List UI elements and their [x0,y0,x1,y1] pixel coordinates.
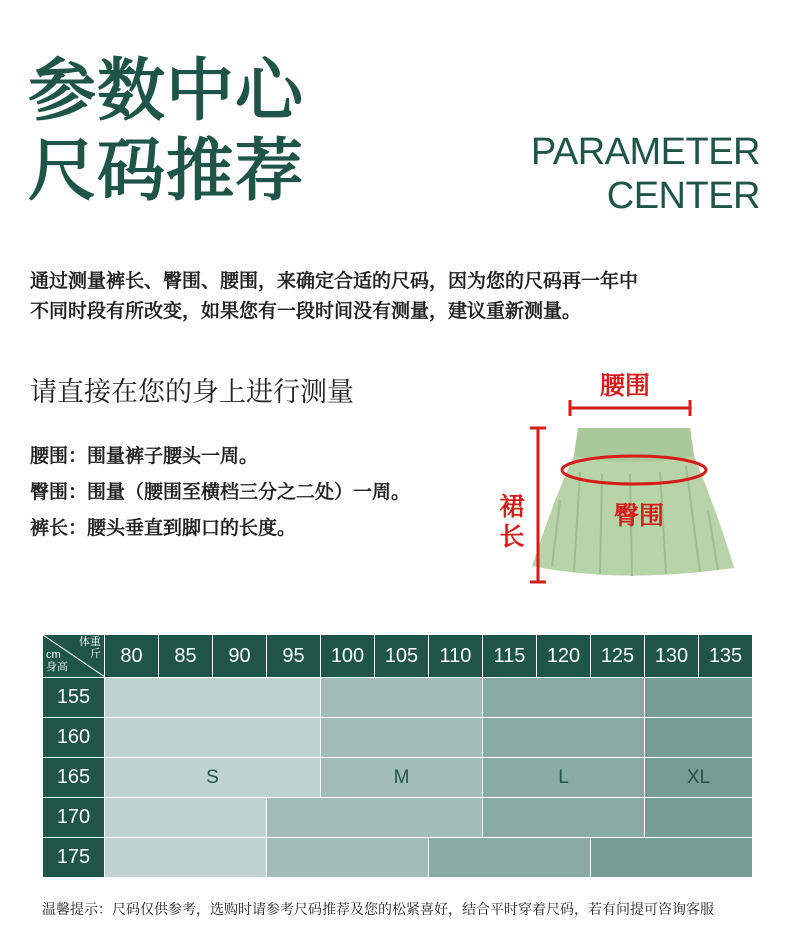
title-line-2: 尺码推荐 [28,132,305,211]
size-cell-l [483,678,645,718]
weight-header-cell: 95 [267,635,321,678]
size-cell-s [105,678,321,718]
weight-header-cell: 130 [645,635,699,678]
skirt-diagram [490,360,750,590]
size-cell-m [321,718,483,758]
weight-header-cell: 120 [537,635,591,678]
table-row [43,678,753,718]
table-row [43,718,753,758]
weight-header-cell: 85 [159,635,213,678]
size-cell-xl [645,798,753,838]
size-cell-xl [645,718,753,758]
corner-weight-label [79,636,101,660]
skirt-length-label: 裙长 [499,492,525,551]
page-title [28,52,304,212]
size-cell-l: L [483,758,645,798]
size-cell-m [267,798,483,838]
size-cell-s [105,718,321,758]
height-cell: 160 [43,718,105,758]
size-cell-m: M [321,758,483,798]
measure-item-waist: 腰围：围量裤子腰头一周。 [30,445,259,467]
weight-header-cell: 135 [699,635,753,678]
corner-jin-unit: 斤 [90,647,101,660]
size-cell-s: S [105,758,321,798]
weight-header-cell: 110 [429,635,483,678]
table-row [43,758,753,798]
height-cell: 175 [43,838,105,878]
height-cell: 170 [43,798,105,838]
measure-item-hip: 臀围：围量（腰围至横档三分之二处）一周。 [30,481,411,503]
weight-header-row [43,635,753,678]
footnote: 温馨提示：尺码仅供参考，选购时请参考尺码推荐及您的松紧喜好，结合平时穿着尺码，若有问提可咨询客服 [42,902,714,918]
size-cell-l [483,718,645,758]
size-cell-xl: XL [645,758,753,798]
intro-line-2: 不同时段有所改变，如果您有一段时间没有测量，建议重新测量。 [30,300,582,322]
title-line-1: 参数中心 [28,52,305,131]
size-cell-xl [645,678,753,718]
height-cell: 165 [43,758,105,798]
english-title-line-1: PARAMETER [530,131,760,173]
intro-line-1: 通过测量裤长、臀围、腰围，来确定合适的尺码，因为您的尺码再一年中 [30,270,639,292]
size-cell-l [429,838,591,878]
weight-header-cell: 105 [375,635,429,678]
weight-header-cell: 90 [213,635,267,678]
table-row [43,838,753,878]
size-cell-s [105,798,267,838]
weight-header-cell: 100 [321,635,375,678]
table-corner-cell [43,635,105,678]
size-cell-m [267,838,429,878]
weight-header-cell: 80 [105,635,159,678]
corner-height-label: 身高 [46,660,68,673]
size-cell-l [483,798,645,838]
height-cell: 155 [43,678,105,718]
weight-header-cell: 115 [483,635,537,678]
corner-cm-unit: cm [46,649,61,661]
waist-label: 腰围 [600,371,651,400]
size-cell-xl [591,838,753,878]
measure-heading: 请直接在您的身上进行测量 [30,377,354,408]
size-cell-m [321,678,483,718]
size-table-body [43,678,753,878]
intro-text [30,266,770,326]
english-title-line-2: CENTER [606,175,760,217]
hip-label: 臀围 [614,501,665,530]
size-cell-s [105,838,267,878]
measure-item-length: 裤长：腰头垂直到脚口的长度。 [30,517,297,539]
size-chart-table [42,634,753,878]
measure-list [30,438,410,546]
corner-weight-text: 体重 [79,635,101,648]
english-title [531,130,760,218]
table-row [43,798,753,838]
weight-header-cell: 125 [591,635,645,678]
